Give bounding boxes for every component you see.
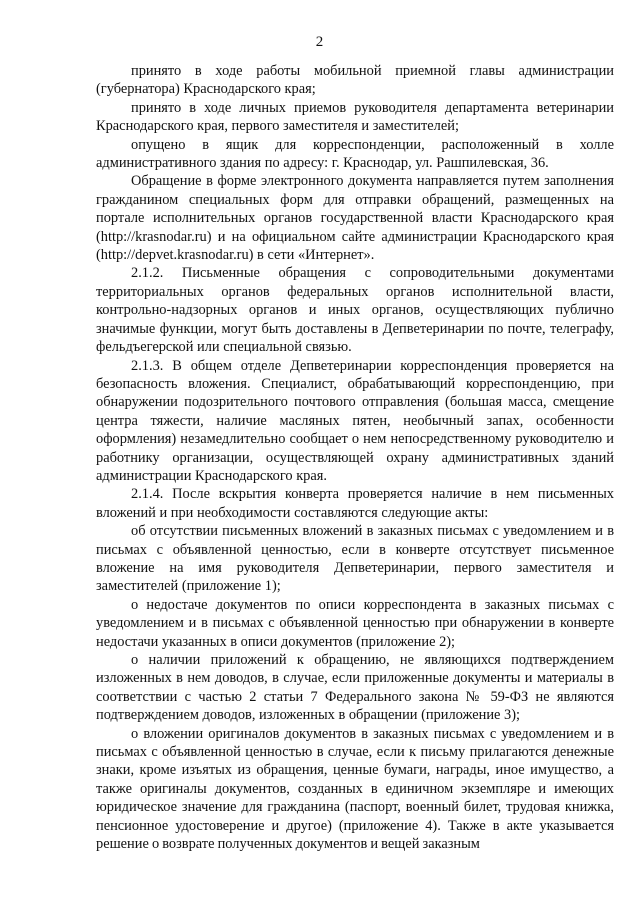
paragraph-act-no-enclosures: об отсутствии письменных вложений в заказных письмах с уведомлением и в письмах с объявленной ценностью, если в конверте отсутствует письменное вложение на имя руководителя Депветеринарии, первого заместителя и заместителей (приложение 1); xyxy=(96,523,614,595)
paragraph-electronic-appeal: Обращение в форме электронного документа направляется путем заполнения гражданином специальных форм для отправки обращений, размещенных на портале исполнительных органов государственной власти Краснодарского края (http://krasnodar.ru) и на официальном сайте администрации Краснодарского края (http://depvet.krasnodar.ru) в сети «Интернет». xyxy=(96,173,614,264)
paragraph-mobile-reception: принято в ходе работы мобильной приемной главы администрации (губернатора) Краснодарского края; xyxy=(96,63,614,98)
paragraph-personal-reception: принято в ходе личных приемов руководителя департамента ветеринарии Краснодарского края, первого заместителя и заместителей; xyxy=(96,99,614,135)
paragraph-2-1-3: 2.1.3. В общем отделе Депветеринарии корреспонденция проверяется на безопасность вложения. Специалист, обрабатывающий корреспонденцию, при обнаружении подозрительного почтового отправления (большая масса, смещение центра тяжести, наличие масляных пятен, необычный запах, особенности оформления) незамедлительно сообщает о нем непосредственному руководителю и работнику организации, осуществляющей охрану административных зданий администрации Краснодарского края. xyxy=(96,357,614,484)
paragraph-2-1-2: 2.1.2. Письменные обращения с сопроводительными документами территориальных органов федеральных органов исполнительной власти, контрольно-надзорных органов и иных органов, осуществляющих публично значимые функции, могут быть доставлены в Депветеринарии по почте, телеграфу, фельдъегерской или специальной связью. xyxy=(96,265,614,356)
paragraph-2-1-4: 2.1.4. После вскрытия конверта проверяется наличие в нем письменных вложений и при необходимости составляются следующие акты: xyxy=(96,486,614,521)
paragraph-act-originals: о вложении оригиналов документов в заказных письмах с уведомлением и в письмах с объявленной ценностью в случае, если к письму прилагаются денежные знаки, кроме изъятых из обращения, ценные бумаги, награды, иное имущество, а также оригиналы документов, созданных в единичном экземпляре и имеющих юридическое значение для гражданина (паспорт, военный билет, трудовая книжка, пенсионное удостоверение и другое) (приложение 4). Также в акте указывается решение о возврате полученных документов и вещей заказным xyxy=(96,725,614,853)
paragraph-act-shortage: о недостаче документов по описи корреспондента в заказных письмах с уведомлением и в письмах с объявленной ценностью при обнаружении в конверте недостачи указанных в описи документов (приложение 2); xyxy=(96,596,614,650)
paragraph-mailbox: опущено в ящик для корреспонденции, расположенный в холле административного здания по адресу: г. Краснодар, ул. Рашпилевская, 36. xyxy=(96,136,614,172)
document-body xyxy=(96,62,614,853)
page-number: 2 xyxy=(315,34,324,50)
paragraph-act-attachments: о наличии приложений к обращению, не являющихся подтверждением изложенных в нем доводов, в случае, если приложенные документы и материалы в соответствии с частью 2 статьи 7 Федерального закона № 59-ФЗ не являются подтверждением доводов, изложенных в обращении (приложение 3); xyxy=(96,652,614,724)
